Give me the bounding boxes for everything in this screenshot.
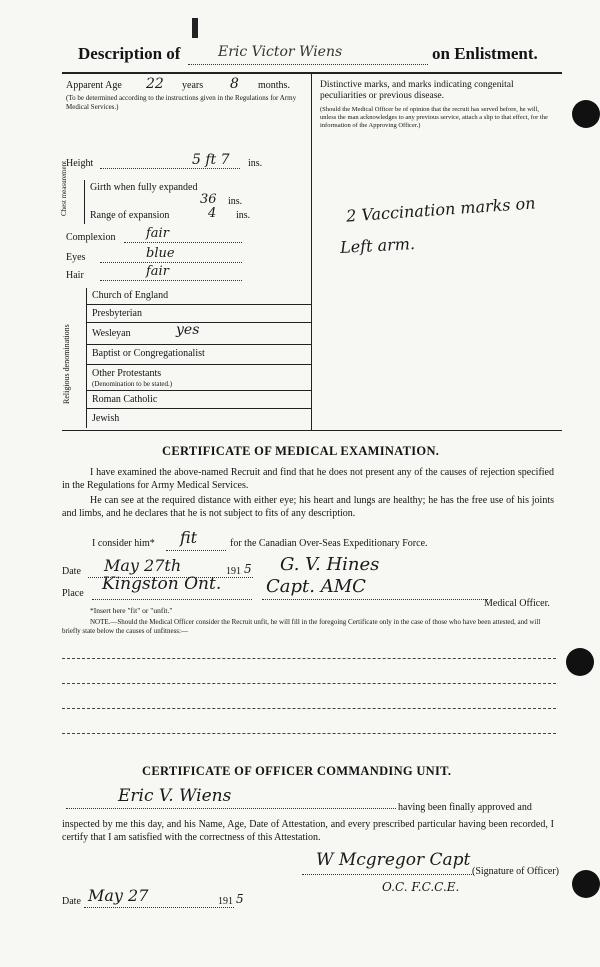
binder-hole-bottom (572, 870, 600, 898)
commanding-para-start: having been finally approved and (398, 802, 532, 813)
apparent-age-label: Apparent Age (66, 80, 122, 91)
height-value: 5 ft 7 (192, 152, 230, 168)
consider-prefix: I consider him* (92, 538, 155, 549)
age-years-value: 22 (146, 76, 164, 92)
medical-year-prefix: 191 (226, 566, 241, 577)
marks-line-1: 2 Vaccination marks on (345, 193, 537, 226)
religion-church-of-england: Church of England (92, 290, 169, 301)
religion-wesleyan: Wesleyan (92, 328, 131, 339)
margin-mark (192, 18, 198, 38)
medical-officer-label: Medical Officer. (484, 598, 550, 609)
religion-denomination-note: (Denomination to be stated.) (92, 380, 173, 388)
height-label: Height (66, 158, 94, 169)
chest-label: Chest measurement (60, 160, 68, 216)
medical-date-label: Date (62, 566, 81, 577)
header-on-enlistment: on Enlistment. (432, 44, 538, 63)
girth-label: Girth when fully expanded (90, 182, 198, 193)
insert-note: *Insert here "fit" or "unfit." (90, 606, 173, 615)
religion-presbyterian: Presbyterian (92, 308, 142, 319)
medical-officer-signature: G. V. Hines (280, 554, 380, 575)
complexion-value: fair (146, 226, 169, 241)
commanding-para-rest: inspected by me this day, and his Name, Age, Date of Attestation, and every prescribed particular having been recorded, I certify that I am satisfied with the correctness of this Attestation. (62, 819, 554, 843)
consider-suffix: for the Canadian Over-Seas Expeditionary Force. (230, 538, 428, 549)
commanding-date-value: May 27 (88, 886, 149, 905)
medical-para-1: I have examined the above-named Recruit and find that he does not present any of the causes of rejection specified in the Regulations for Army Medical Services. (62, 467, 554, 491)
complexion-label: Complexion (66, 232, 116, 243)
marks-note: (Should the Medical Officer be of opinion that the recruit has served before, he will, unless the man acknowledges to any previous service, attach a slip to that effect, for the information of the Approving Officer.) (320, 106, 548, 129)
eyes-label: Eyes (66, 252, 86, 263)
medical-para-2: He can see at the required distance with either eye; his heart and lungs are healthy; he has the free use of his joints and limbs, and he declares that he is not subject to fits of any description. (62, 495, 554, 519)
expansion-label: Range of expansion (90, 210, 170, 221)
medical-date-value: May 27th (104, 556, 182, 575)
medical-place-label: Place (62, 588, 84, 599)
medical-place-value: Kingston Ont. (102, 574, 222, 594)
header-description-of: Description of (78, 44, 181, 63)
religion-mark: yes (176, 322, 200, 338)
hair-label: Hair (66, 270, 84, 281)
unfit-note: NOTE.—Should the Medical Officer consider the Recruit unfit, he will fill in the foregoing Certificate only in the case of those who have been attested, and will briefly state below the causes of unfitness:— (62, 618, 541, 635)
girth-unit: ins. (228, 196, 243, 207)
marks-heading: Distinctive marks, and marks indicating congenital peculiarities or previous disease. (320, 80, 514, 101)
age-months-value: 8 (230, 76, 239, 92)
commanding-oc-line: O.C. F.C.C.E. (382, 880, 460, 894)
girth-value: 36 (200, 192, 217, 207)
expansion-value: 4 (208, 206, 217, 221)
eyes-value: blue (146, 246, 175, 261)
medical-cert-title: CERTIFICATE OF MEDICAL EXAMINATION. (162, 444, 440, 458)
months-label: months. (258, 80, 290, 91)
binder-hole-middle (566, 648, 594, 676)
commanding-year-prefix: 191 (218, 896, 233, 907)
commanding-signature-label: (Signature of Officer) (472, 866, 560, 877)
religion-other-protestants: Other Protestants (92, 368, 162, 379)
religion-baptist: Baptist or Congregationalist (92, 348, 205, 359)
binder-hole-top (572, 100, 600, 128)
commanding-name-value: Eric V. Wiens (118, 786, 232, 806)
expansion-unit: ins. (236, 210, 251, 221)
hair-value: fair (146, 264, 169, 279)
consider-value: fit (180, 528, 198, 547)
medical-year-suffix: 5 (244, 562, 252, 576)
age-note: (To be determined according to the instructions given in the Regulations for Army Medical Services.) (66, 94, 297, 111)
marks-line-2: Left arm. (339, 234, 416, 257)
religion-roman-catholic: Roman Catholic (92, 394, 158, 405)
commanding-date-label: Date (62, 896, 81, 907)
header-name: Eric Victor Wiens (218, 44, 343, 60)
religion-jewish: Jewish (92, 413, 120, 424)
medical-officer-rank: Capt. AMC (266, 576, 366, 597)
commanding-year-suffix: 5 (236, 892, 244, 906)
commanding-cert-title: CERTIFICATE OF OFFICER COMMANDING UNIT. (142, 764, 452, 778)
religion-heading: Religious denominations (62, 324, 71, 404)
years-label: years (182, 80, 204, 91)
commanding-signature: W Mcgregor Capt (316, 850, 471, 870)
height-unit: ins. (248, 158, 263, 169)
